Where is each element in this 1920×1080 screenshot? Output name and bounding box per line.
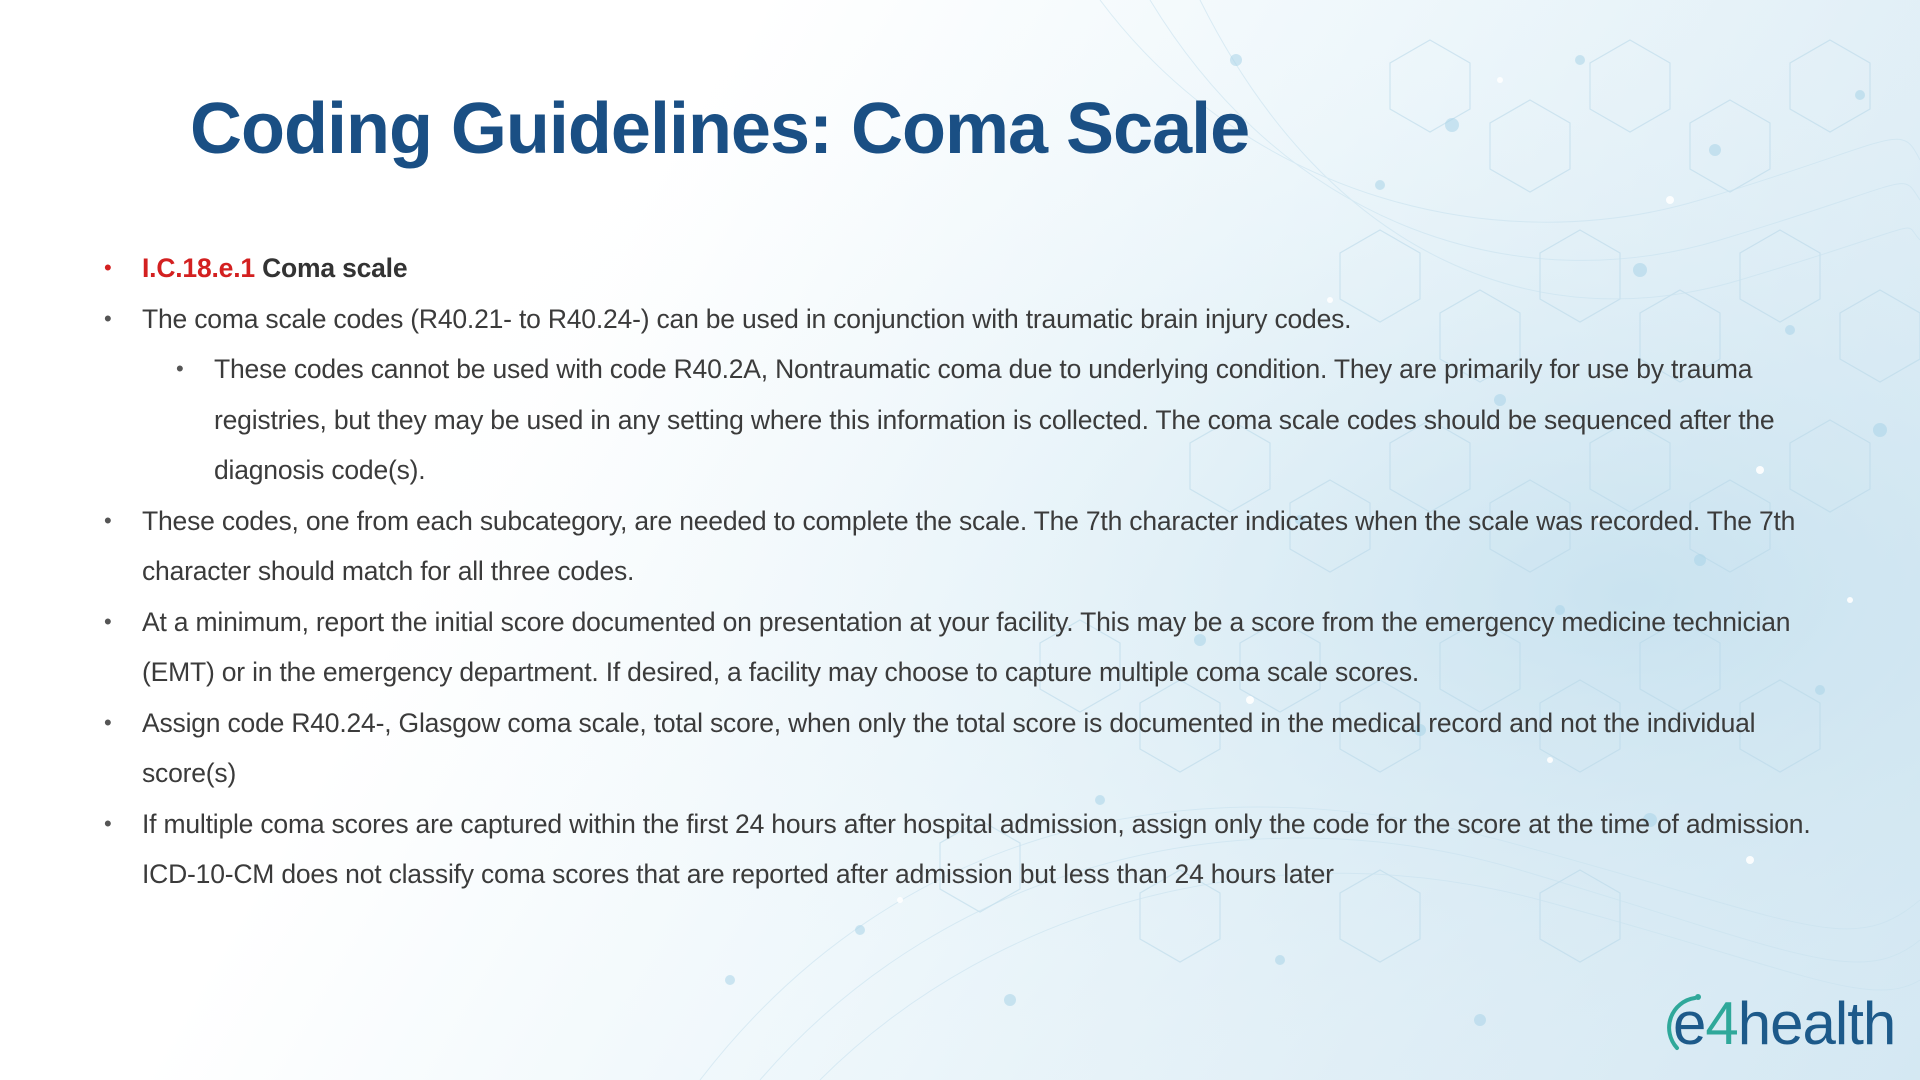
logo-suffix: health bbox=[1737, 990, 1896, 1057]
bullet-text: Assign code R40.24-, Glasgow coma scale, total score, when only the total score is documented in the medical record and not the individual score(s) bbox=[142, 707, 1756, 788]
bullet-text: If multiple coma scores are captured within the first 24 hours after hospital admission, assign only the code for the score at the time of admission. ICD-10-CM does not classify coma scores that are reported after admission but less than 24 hours later bbox=[142, 808, 1811, 889]
guideline-heading: Coma scale bbox=[262, 253, 408, 283]
bullet-item bbox=[100, 597, 1840, 698]
e4health-logo bbox=[1665, 990, 1895, 1060]
bullet-item bbox=[100, 496, 1840, 597]
bullet-text: The coma scale codes (R40.21- to R40.24-) can be used in conjunction with traumatic brain injury codes. bbox=[142, 303, 1352, 334]
bullet-item bbox=[100, 294, 1840, 345]
logo-digit: 4 bbox=[1705, 990, 1738, 1057]
logo-prefix: e bbox=[1673, 990, 1706, 1057]
slide-title: Coding Guidelines: Coma Scale bbox=[190, 89, 1250, 169]
bullet-text: These codes, one from each subcategory, are needed to complete the scale. The 7th character indicates when the scale was recorded. The 7th character should match for all three codes. bbox=[142, 505, 1796, 586]
sub-bullet-item bbox=[100, 344, 1840, 496]
bullet-text: At a minimum, report the initial score documented on presentation at your facility. This may be a score from the emergency medicine technician (EMT) or in the emergency department. If desired, a facility may choose to capture multiple coma scale scores. bbox=[142, 606, 1791, 687]
bullet-list bbox=[100, 243, 1840, 900]
bullet-item bbox=[100, 698, 1840, 799]
bullet-item-guideline-reference bbox=[100, 243, 1840, 294]
bullet-item bbox=[100, 799, 1840, 900]
guideline-reference-code: I.C.18.e.1 bbox=[142, 253, 255, 283]
bullet-text: These codes cannot be used with code R40.2A, Nontraumatic coma due to underlying condition. They are primarily for use by trauma registries, but they may be used in any setting where this information is collected. The coma scale codes should be sequenced after the diagnosis code(s). bbox=[214, 354, 1775, 485]
logo-wordmark bbox=[1673, 990, 1895, 1058]
